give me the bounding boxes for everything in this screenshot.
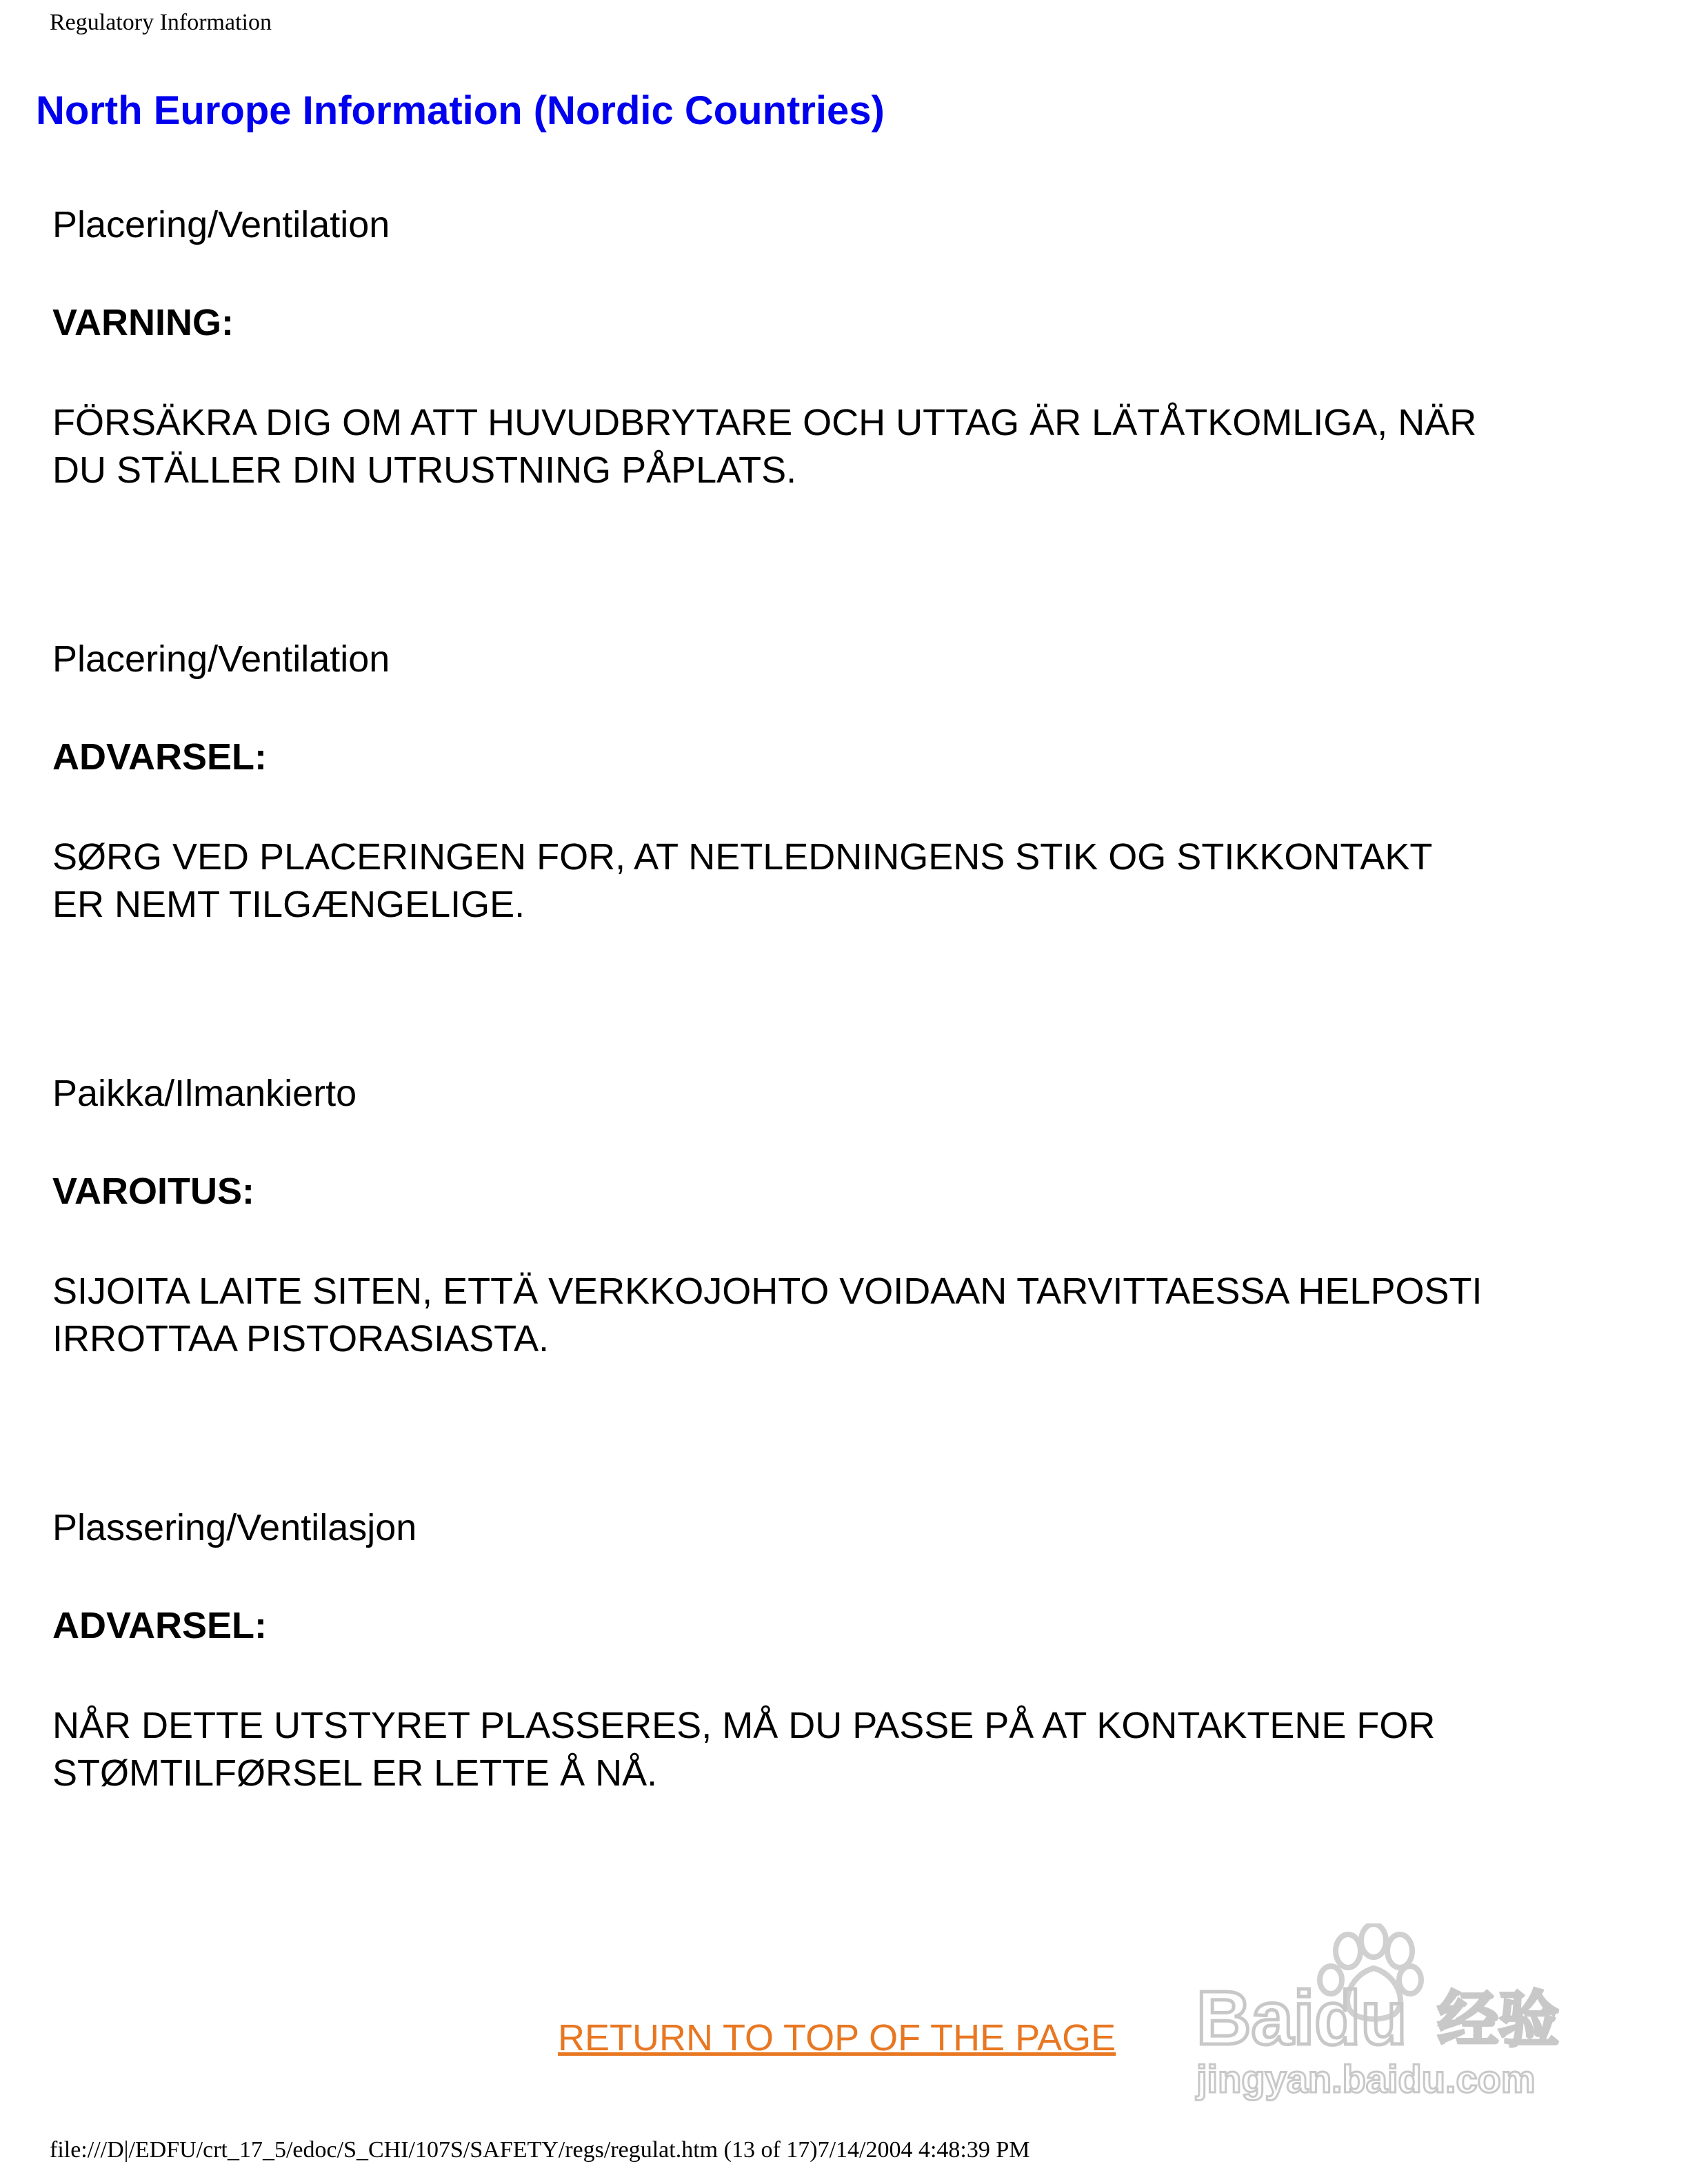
warning-label: VAROITUS: (52, 1171, 254, 1212)
section-heading: Placering/Ventilation (52, 204, 390, 245)
section-heading: Plassering/Ventilasjon (52, 1507, 417, 1548)
section-heading: Paikka/Ilmankierto (52, 1073, 357, 1114)
page-title: North Europe Information (Nordic Countries) (36, 88, 885, 133)
warning-text: SØRG VED PLACERINGEN FOR, AT NETLEDNINGENS STIK OG STIKKONTAKT ER NEMT TILGÆNGELIGE. (52, 836, 1433, 925)
section-heading: Placering/Ventilation (52, 638, 390, 680)
warning-text: NÅR DETTE UTSTYRET PLASSERES, MÅ DU PASSE PÅ AT KONTAKTENE FOR STØMTILFØRSEL ER LETTE Å NÅ. (52, 1705, 1436, 1794)
section-norwegian (52, 1506, 1569, 1941)
section-swedish (52, 203, 1569, 638)
warning-text: SIJOITA LAITE SITEN, ETTÄ VERKKOJOHTO VOIDAAN TARVITTAESSA HELPOSTI IRROTTAA PISTORASIASTA. (52, 1271, 1483, 1359)
warning-text: FÖRSÄKRA DIG OM ATT HUVUDBRYTARE OCH UTTAG ÄR LÄTÅTKOMLIGA, NÄR DU STÄLLER DIN UTRUSTNING PÅPLATS. (52, 402, 1477, 491)
section-finnish (52, 1072, 1569, 1506)
watermark-suffix: 经验 (1438, 1984, 1560, 2055)
content (52, 203, 1569, 1941)
warning-label: VARNING: (52, 302, 234, 343)
print-header: Regulatory Information (50, 10, 272, 35)
watermark-url: jingyan.baidu.com (1196, 2057, 1536, 2101)
watermark-brand: Baidu (1196, 1976, 1407, 2061)
return-to-top-link[interactable]: RETURN TO TOP OF THE PAGE (558, 2017, 1116, 2059)
warning-label: ADVARSEL: (52, 736, 268, 778)
section-danish (52, 638, 1569, 1072)
warning-label: ADVARSEL: (52, 1605, 268, 1646)
footer-file-path: file:///D|/EDFU/crt_17_5/edoc/S_CHI/107S/SAFETY/regs/regulat.htm (13 of 17)7/14/2004 4:48:39 PM (50, 2137, 1030, 2163)
baidu-watermark (1193, 1923, 1607, 2130)
